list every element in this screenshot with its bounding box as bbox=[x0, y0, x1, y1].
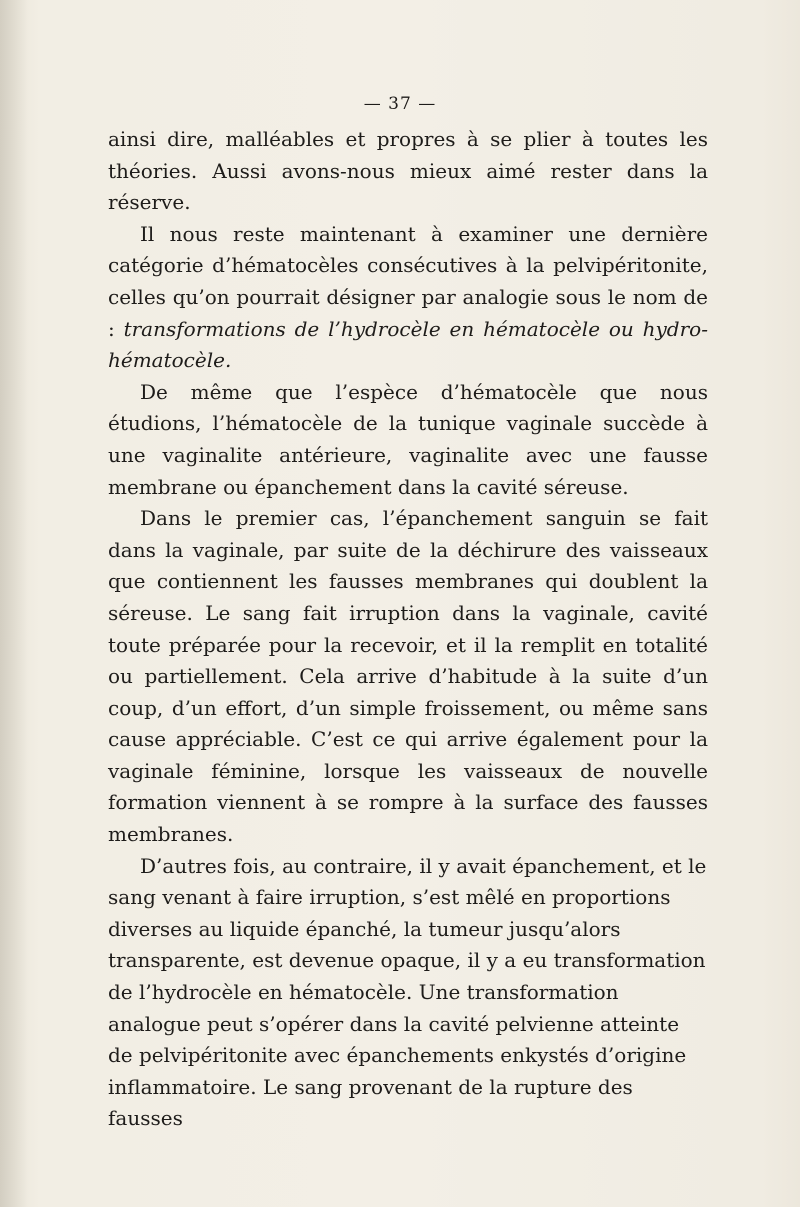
paragraph: Dans le premier cas, l’épanchement sanguin se fait dans la vaginale, par suite de la déchirure des vaisseaux que contiennent les fausses membranes qui doublent la séreuse. Le sang fait irruption dans la vaginale, cavité toute préparée pour la recevoir, et il la remplit en totalité ou partiellement. Cela arrive d’habitude à la suite d’un coup, d’un effort, d’un simple froissement, ou même sans cause appréciable. C’est ce qui arrive également pour la vaginale féminine, lorsque les vaisseaux de nouvelle formation viennent à se rompre à la surface des fausses membranes. bbox=[108, 506, 708, 847]
italic-term: transformations de l’hydrocèle en hématocèle ou hydro-hématocèle. bbox=[108, 316, 708, 373]
page-number: — 37 — bbox=[363, 94, 437, 114]
binding-shadow bbox=[0, 0, 28, 1207]
body-text bbox=[108, 124, 708, 1135]
paragraph-text: Il nous reste maintenant à examiner une dernière catégorie d’hématocèles consécutives à la pelvipéritonite, celles qu’on pourrait désigner par analogie sous le nom de : bbox=[108, 221, 708, 341]
paragraph: D’autres fois, au contraire, il y avait épanchement, et le sang venant à faire irruption, s’est mêlé en proportions diverses au liquide épanché, la tumeur jusqu’alors transparente, est devenue opaque, il y a eu transformation de l’hydrocèle en hématocèle. Une transformation analogue peut s’opérer dans la cavité pelvienne atteinte de pelvipéritonite avec épanchements enkystés d’origine inflammatoire. Le sang provenant de la rupture des fausses bbox=[108, 853, 707, 1131]
paragraph bbox=[108, 219, 708, 377]
paragraph: De même que l’espèce d’hématocèle que nous étudions, l’hématocèle de la tunique vaginale succède à une vaginalite antérieure, vaginalite avec une fausse membrane ou épanchement dans la cavité séreuse. bbox=[108, 379, 708, 499]
paragraph-continued: ainsi dire, malléables et propres à se plier à toutes les théories. Aussi avons-nous mieux aimé rester dans la réserve. bbox=[108, 127, 708, 215]
